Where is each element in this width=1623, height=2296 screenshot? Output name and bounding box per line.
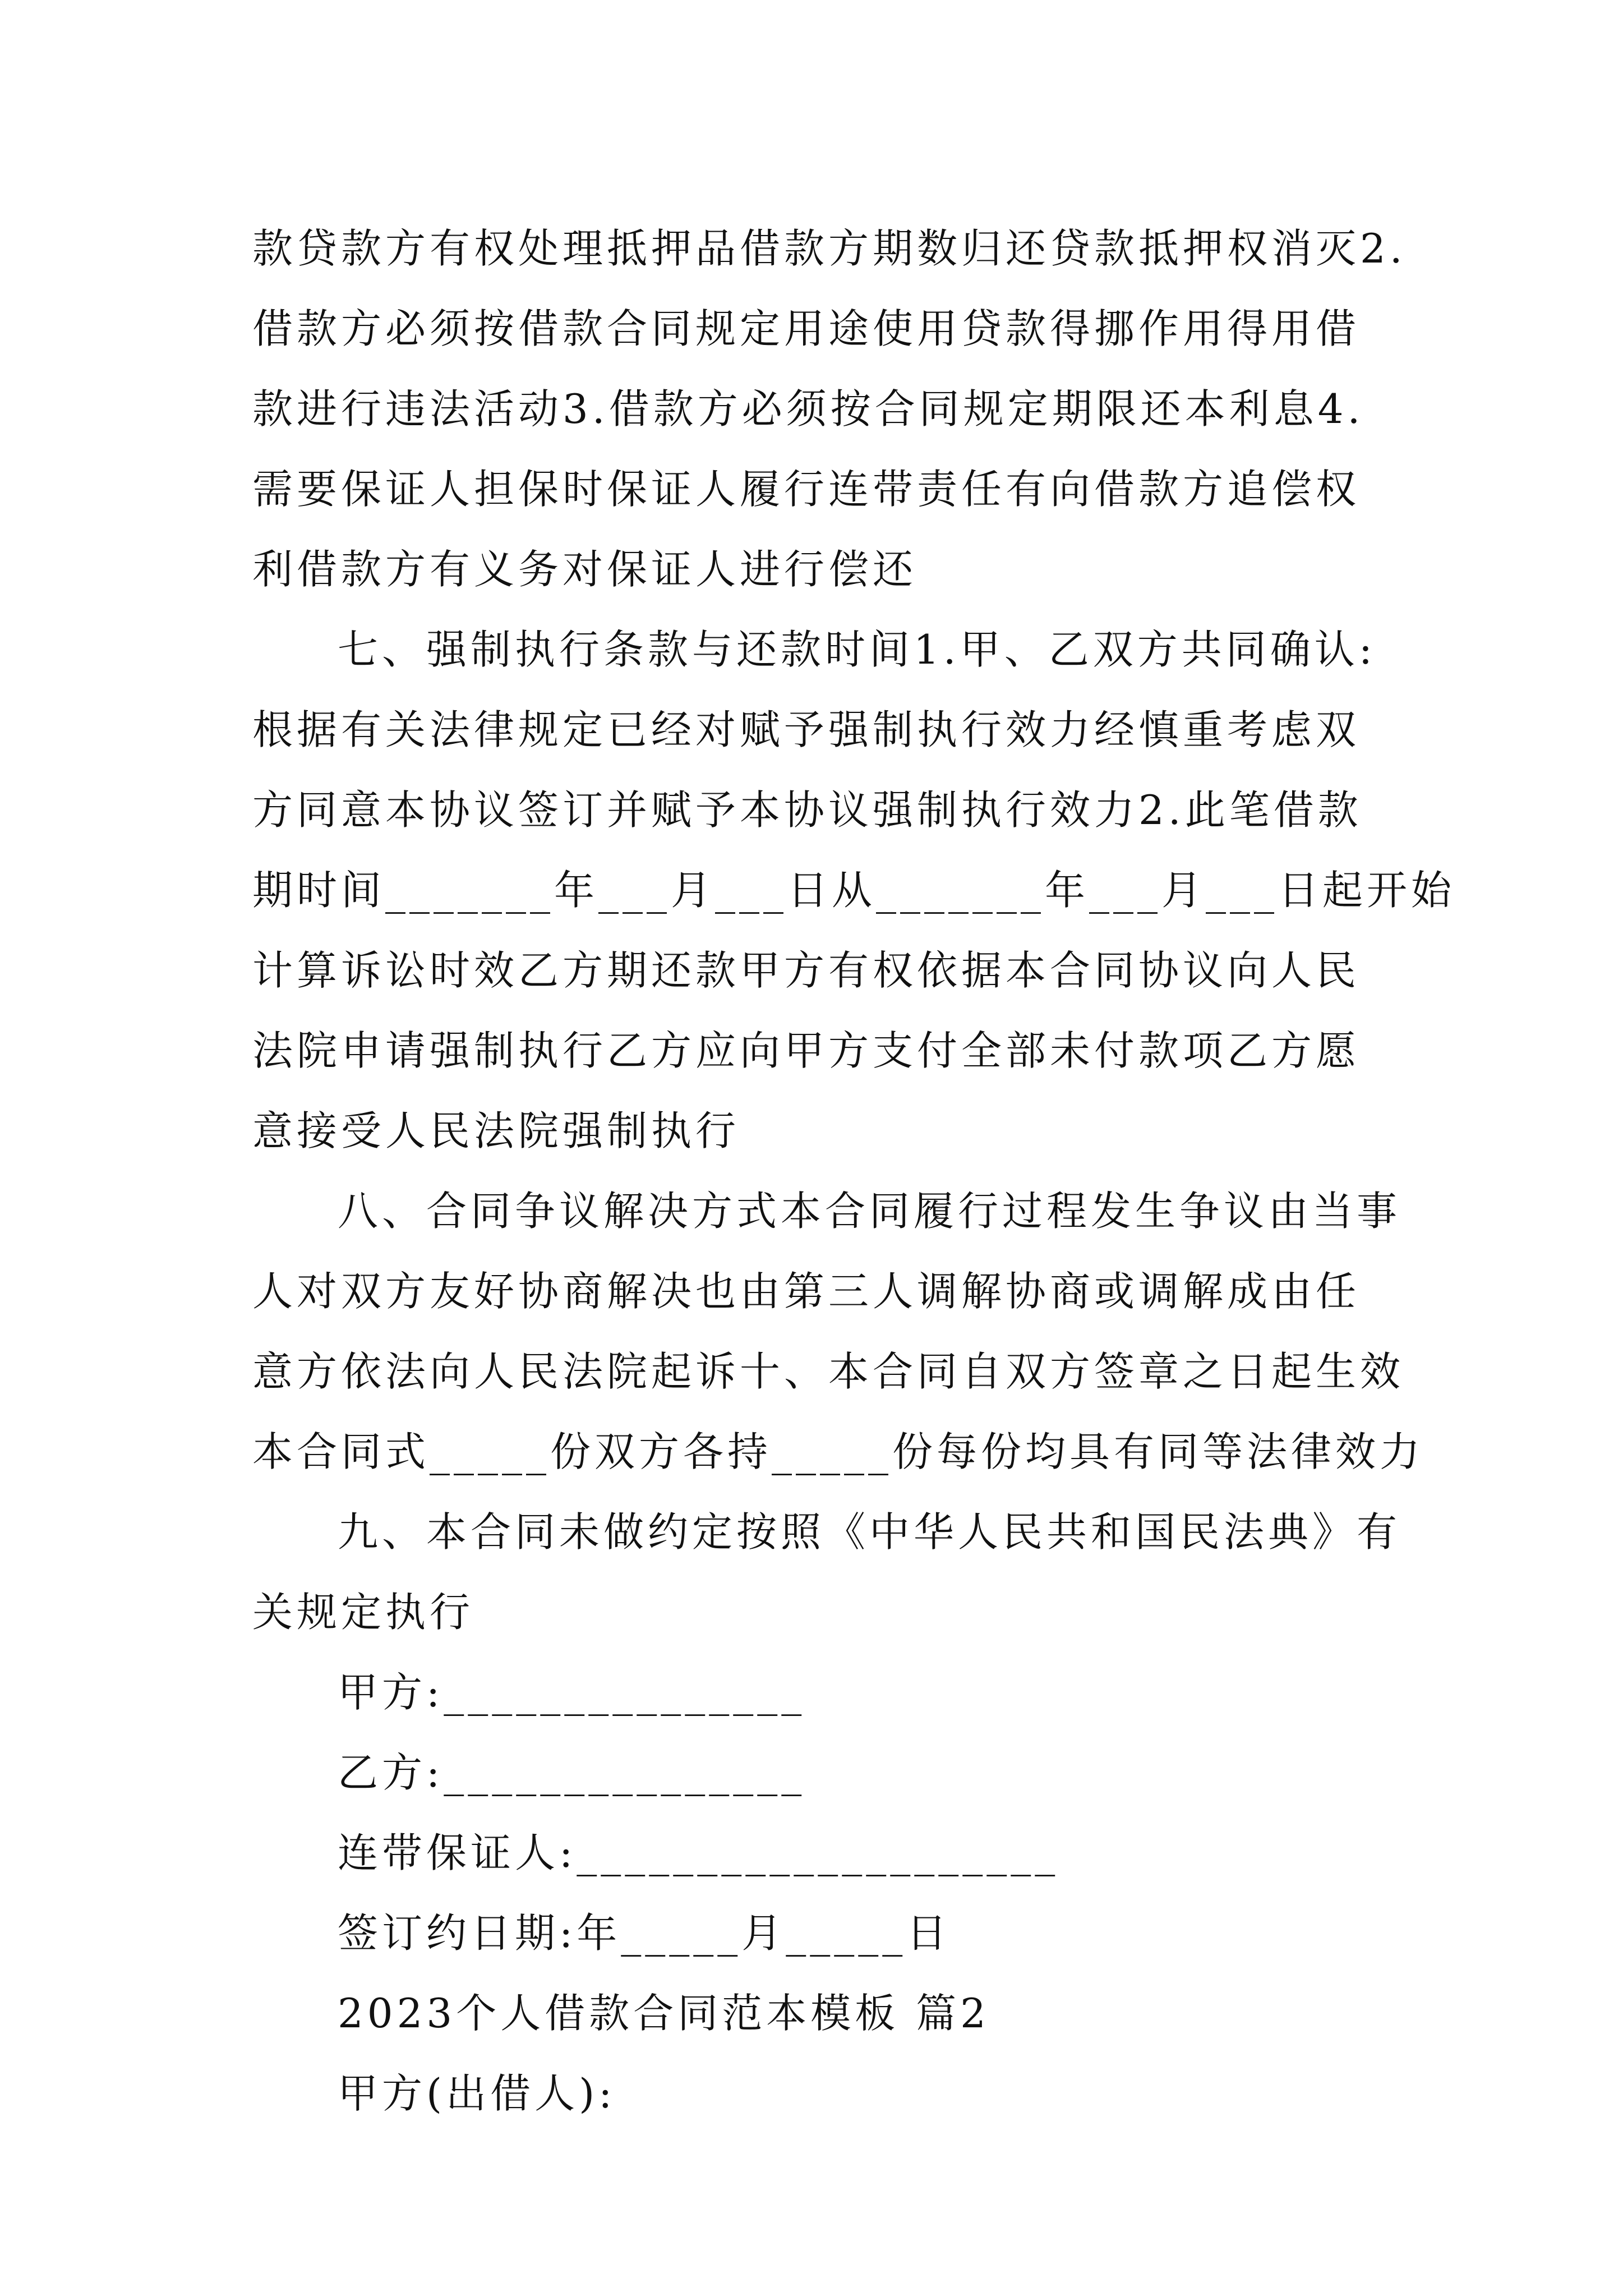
text-line: 九、本合同未做约定按照《中华人民共和国民法典》有 [338, 1508, 1401, 1556]
paragraph-civil-code [252, 1492, 1401, 1653]
paragraph-enforcement-clause [252, 610, 1456, 1171]
next-section-title: 2023个人借款合同范本模板 篇2 [338, 1990, 990, 2037]
text-line: 需要保证人担保时保证人履行连带责任有向借款方追偿权 [252, 466, 1361, 513]
party-a-lender-label: 甲方(出借人): [338, 2070, 616, 2117]
text-line: 款进行违法活动3.借款方必须按合同规定期限还本利息4. [252, 385, 1364, 432]
text-line: 意方依法向人民法院起诉十、本合同自双方签章之日起生效 [252, 1348, 1405, 1395]
paragraph-loan-obligations [252, 209, 1407, 610]
text-line: 根据有关法律规定已经对赋予强制执行效力经慎重考虑双 [252, 706, 1361, 753]
text-line: 方同意本协议签订并赋予本协议强制执行效力2.此笔借款 [252, 786, 1362, 834]
text-line: 意接受人民法院强制执行 [252, 1107, 740, 1154]
text-line: 法院申请强制执行乙方应向甲方支付全部未付款项乙方愿 [252, 1027, 1361, 1074]
document-body [252, 209, 1456, 2134]
text-line: 本合同式_____份双方各持_____份每份均具有同等法律效力 [252, 1428, 1424, 1475]
text-line: 八、合同争议解决方式本合同履行过程发生争议由当事 [338, 1188, 1401, 1235]
text-line: 七、强制执行条款与还款时间1.甲、乙双方共同确认: [338, 626, 1376, 673]
text-line: 款贷款方有权处理抵押品借款方期数归还贷款抵押权消灭2. [252, 225, 1407, 272]
signature-party-b: 乙方:_______________ [338, 1749, 806, 1796]
text-line: 利借款方有义务对保证人进行偿还 [252, 546, 917, 593]
text-line: 借款方必须按借款合同规定用途使用贷款得挪作用得用借 [252, 305, 1361, 352]
text-line: 人对双方友好协商解决也由第三人调解协商或调解成由任 [252, 1268, 1361, 1315]
text-line: 关规定执行 [252, 1589, 474, 1636]
signature-guarantor: 连带保证人:____________________ [338, 1829, 1059, 1876]
text-line: 计算诉讼时效乙方期还款甲方有权依据本合同协议向人民 [252, 947, 1361, 994]
text-line: 期时间_______年___月___日从_______年___月___日起开始 [252, 867, 1456, 914]
signing-date: 签订约日期:年_____月_____日 [338, 1910, 951, 1957]
paragraph-dispute-resolution [252, 1171, 1424, 1492]
signature-party-a: 甲方:_______________ [338, 1669, 806, 1716]
